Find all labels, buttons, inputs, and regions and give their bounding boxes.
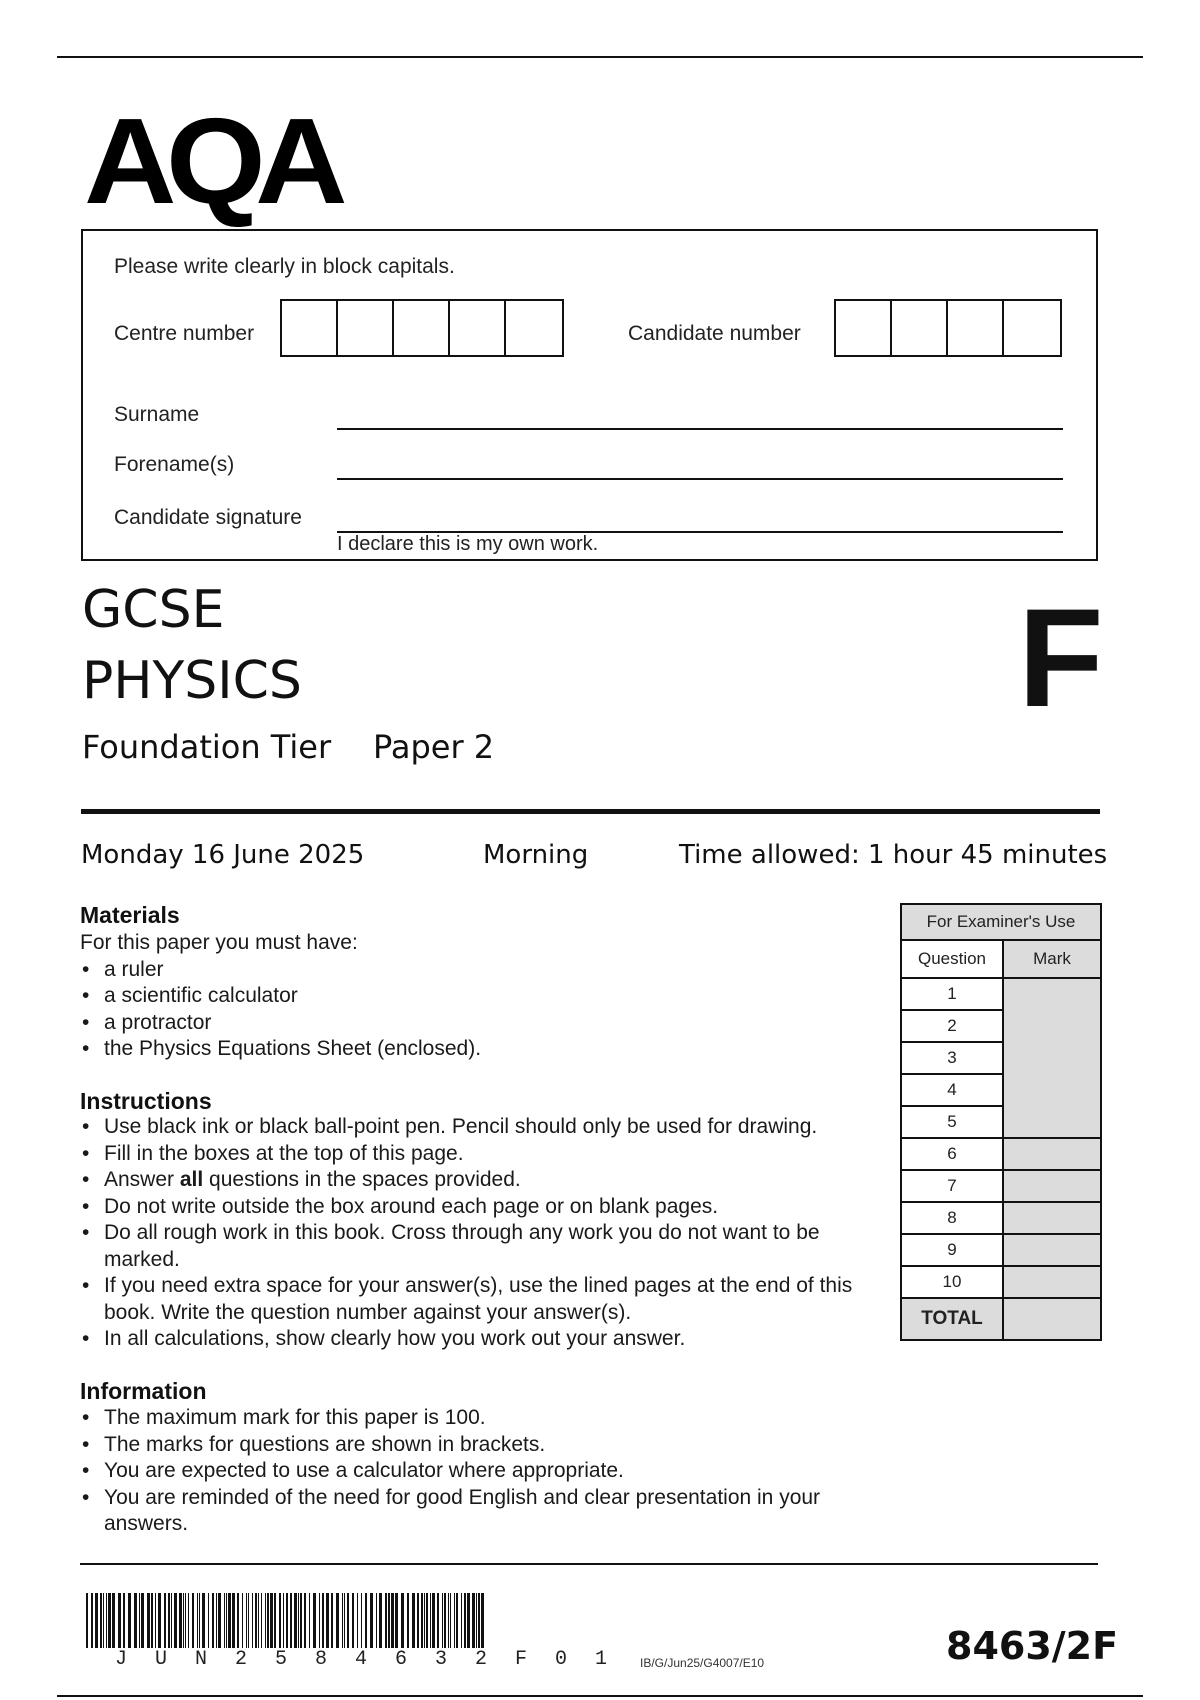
list-item: • Fill in the boxes at the top of this page. [80, 1141, 870, 1168]
barcode-bar [309, 1593, 310, 1648]
barcode-bar [128, 1593, 131, 1648]
barcode-bar [267, 1593, 269, 1648]
mark-cell [1003, 1170, 1101, 1202]
barcode-bar [103, 1593, 104, 1648]
barcode-bar [134, 1593, 137, 1648]
question-number: 5 [901, 1106, 1003, 1138]
list-item: • You are expected to use a calculator where appropriate. [80, 1458, 840, 1485]
barcode-bar [319, 1593, 320, 1648]
barcode-bar [224, 1593, 225, 1648]
materials-list [80, 957, 880, 1063]
barcode-bar [261, 1593, 262, 1648]
centre-number-label: Centre number [114, 322, 255, 345]
surname-field[interactable] [337, 428, 1063, 430]
barcode-bar [444, 1593, 446, 1648]
instructions-list [80, 1114, 870, 1353]
tier-letter: F [1018, 579, 1104, 736]
barcode-bar [183, 1593, 184, 1648]
barcode-bar [179, 1593, 182, 1648]
barcode-bar [258, 1593, 259, 1648]
information-list [80, 1405, 840, 1538]
barcode-text: J U N 2 5 8 4 6 3 2 F 0 1 [115, 1648, 616, 1671]
list-item: • The marks for questions are shown in brackets. [80, 1432, 840, 1459]
barcode-bar [242, 1593, 243, 1648]
question-number: 8 [901, 1202, 1003, 1234]
mark-cell [1003, 1234, 1101, 1266]
candidate-number-boxes[interactable] [834, 299, 1062, 357]
barcode-bar [139, 1593, 140, 1648]
barcode-bar [304, 1593, 306, 1648]
barcode-bar [188, 1593, 189, 1648]
barcode-bar [347, 1593, 349, 1648]
list-item: • a protractor [80, 1010, 880, 1037]
barcode-bar [141, 1593, 144, 1648]
barcode-bar [426, 1593, 428, 1648]
mark-cell [1003, 1266, 1101, 1298]
block-capitals-instruction: Please write clearly in block capitals. [114, 255, 455, 278]
centre-number-boxes[interactable] [280, 299, 564, 357]
barcode-bar [476, 1593, 477, 1648]
barcode-bar [91, 1593, 93, 1648]
materials-heading: Materials [80, 902, 180, 928]
mark-cell [1003, 978, 1101, 1138]
candidate-number-digit[interactable] [892, 301, 948, 355]
barcode-bar [274, 1593, 276, 1648]
barcode-bar [352, 1593, 354, 1648]
candidate-number-label: Candidate number [628, 322, 801, 345]
barcode-bar [472, 1593, 475, 1648]
barcode-bar [365, 1593, 367, 1648]
total-mark-cell [1003, 1298, 1101, 1340]
question-number: 6 [901, 1138, 1003, 1170]
barcode-bar [192, 1593, 194, 1648]
barcode-bar [481, 1593, 484, 1648]
exam-session: Morning [483, 840, 589, 870]
barcode-bar [226, 1593, 227, 1648]
surname-label: Surname [114, 403, 200, 426]
barcode-bar [450, 1593, 451, 1648]
tier-label: Foundation Tier [82, 728, 332, 766]
time-allowed: Time allowed: 1 hour 45 minutes [679, 840, 1108, 870]
barcode-bar [108, 1593, 111, 1648]
list-item: • a ruler [80, 957, 880, 984]
mark-cell [1003, 1138, 1101, 1170]
aqa-logo: AQA [84, 93, 338, 229]
barcode-bar [313, 1593, 316, 1648]
list-item: • Do all rough work in this book. Cross through any work you do not want to be marked. [80, 1220, 870, 1273]
examiners-use-title: For Examiner's Use [901, 904, 1101, 940]
barcode-bar [401, 1593, 404, 1648]
barcode-bar [326, 1593, 329, 1648]
barcode-bar [100, 1593, 102, 1648]
centre-number-digit[interactable] [282, 301, 338, 355]
barcode-bar [158, 1593, 161, 1648]
question-number: 4 [901, 1074, 1003, 1106]
barcode-bar [456, 1593, 458, 1648]
paper-label: Paper 2 [373, 728, 495, 766]
barcode-bar [417, 1593, 419, 1648]
paper-code: 8463/2F [946, 1624, 1119, 1668]
materials-section [80, 930, 880, 1063]
candidate-number-digit[interactable] [836, 301, 892, 355]
footer-divider [80, 1563, 1098, 1565]
barcode-bar [248, 1593, 249, 1648]
list-item: • In all calculations, show clearly how you work out your answer. [80, 1326, 870, 1353]
barcode-bar [164, 1593, 166, 1648]
list-item: • If you need extra space for your answer(s), use the lined pages at the end of this book. Write the question number against your answer(s). [80, 1273, 870, 1326]
barcode-bar [467, 1593, 470, 1648]
forenames-label: Forename(s) [114, 453, 235, 476]
barcode-bar [298, 1593, 299, 1648]
question-number: 7 [901, 1170, 1003, 1202]
instructions-section [80, 1114, 870, 1353]
barcode-bar [336, 1593, 339, 1648]
barcode-bar [216, 1593, 217, 1648]
list-item: • Answer all questions in the spaces provided. [80, 1167, 870, 1194]
barcode-bar [464, 1593, 466, 1648]
barcode-bar [197, 1593, 198, 1648]
barcode-bar [212, 1593, 214, 1648]
barcode-bar [118, 1593, 121, 1648]
total-label: TOTAL [901, 1298, 1003, 1340]
barcode-bar [432, 1593, 435, 1648]
barcode-bar [361, 1593, 362, 1648]
paper-reference: IB/G/Jun25/G4007/E10 [640, 1656, 765, 1670]
declaration-text: I declare this is my own work. [337, 533, 599, 555]
candidate-number-digit[interactable] [1004, 301, 1060, 355]
barcode-bar [106, 1593, 107, 1648]
list-item: • the Physics Equations Sheet (enclosed). [80, 1036, 880, 1063]
barcode-bar [155, 1593, 156, 1648]
barcode-bar [279, 1593, 281, 1648]
question-number: 2 [901, 1010, 1003, 1042]
title-divider [81, 809, 1100, 814]
barcode-bar [174, 1593, 177, 1648]
barcode-bar [376, 1593, 377, 1648]
barcode-bar [86, 1593, 88, 1648]
subject-title: PHYSICS [82, 651, 302, 711]
barcode-bar [185, 1593, 186, 1648]
barcode-bar [218, 1593, 221, 1648]
barcode-bar [123, 1593, 125, 1648]
information-heading: Information [80, 1378, 207, 1404]
barcode-bar [252, 1593, 253, 1648]
barcode-bar [202, 1593, 205, 1648]
barcode-bar [228, 1593, 231, 1648]
list-item: • a scientific calculator [80, 983, 880, 1010]
centre-number-digit[interactable] [450, 301, 506, 355]
barcode-bar [331, 1593, 333, 1648]
barcode-bar [391, 1593, 394, 1648]
barcode-bar [322, 1593, 324, 1648]
list-item: • You are reminded of the need for good English and clear presentation in your answers. [80, 1485, 840, 1538]
barcode-bar [199, 1593, 200, 1648]
examiners-use-table [900, 903, 1102, 1341]
barcode-bar [171, 1593, 172, 1648]
barcode-bar [112, 1593, 115, 1648]
centre-number-digit[interactable] [506, 301, 562, 355]
barcode-bar [286, 1593, 288, 1648]
candidate-number-digit[interactable] [948, 301, 1004, 355]
forenames-field[interactable] [337, 478, 1063, 480]
barcode-bar [421, 1593, 423, 1648]
barcode-bar [379, 1593, 382, 1648]
barcode-bar [270, 1593, 273, 1648]
information-section [80, 1405, 840, 1538]
barcode-bar [407, 1593, 409, 1648]
qualification-title: GCSE [82, 580, 225, 640]
barcode-bar [424, 1593, 425, 1648]
barcode-bar [478, 1593, 480, 1648]
barcode-graphic [86, 1593, 498, 1648]
barcode-bar [344, 1593, 345, 1648]
materials-intro: For this paper you must have: [80, 931, 358, 954]
barcode-bar [300, 1593, 302, 1648]
list-item: • Do not write outside the box around each page or on blank pages. [80, 1194, 870, 1221]
barcode-bar [147, 1593, 150, 1648]
question-column-header: Question [901, 940, 1003, 978]
barcode-bar [168, 1593, 170, 1648]
barcode-bar [283, 1593, 284, 1648]
barcode-bar [290, 1593, 292, 1648]
centre-number-digit[interactable] [394, 301, 450, 355]
barcode-bar [265, 1593, 266, 1648]
barcode-bar [385, 1593, 387, 1648]
barcode-bar [448, 1593, 449, 1648]
question-number: 3 [901, 1042, 1003, 1074]
question-number: 9 [901, 1234, 1003, 1266]
instructions-heading: Instructions [80, 1088, 212, 1114]
barcode-bar [454, 1593, 455, 1648]
list-item: • The maximum mark for this paper is 100. [80, 1405, 840, 1432]
barcode-bar [255, 1593, 257, 1648]
barcode-bar [342, 1593, 343, 1648]
barcode-bar [208, 1593, 209, 1648]
barcode-bar [395, 1593, 398, 1648]
barcode-bar [294, 1593, 297, 1648]
top-rule [57, 56, 1143, 58]
barcode-bar [437, 1593, 439, 1648]
signature-label: Candidate signature [114, 506, 302, 529]
barcode-bar [388, 1593, 390, 1648]
bottom-rule [57, 1695, 1143, 1697]
mark-column-header: Mark [1003, 940, 1101, 978]
barcode-bar [461, 1593, 462, 1648]
list-item: • Use black ink or black ball-point pen. Pencil should only be used for drawing. [80, 1114, 870, 1141]
barcode-bar [357, 1593, 358, 1648]
mark-cell [1003, 1202, 1101, 1234]
centre-number-digit[interactable] [338, 301, 394, 355]
barcode-bar [370, 1593, 373, 1648]
barcode-bar [412, 1593, 415, 1648]
barcode-bar [237, 1593, 239, 1648]
barcode-bar [246, 1593, 247, 1648]
question-number: 10 [901, 1266, 1003, 1298]
question-number: 1 [901, 978, 1003, 1010]
barcode-bar [232, 1593, 235, 1648]
barcode-bar [95, 1593, 98, 1648]
barcode-bar [430, 1593, 431, 1648]
barcode-bar [442, 1593, 443, 1648]
exam-date: Monday 16 June 2025 [81, 840, 365, 870]
barcode-bar [151, 1593, 153, 1648]
